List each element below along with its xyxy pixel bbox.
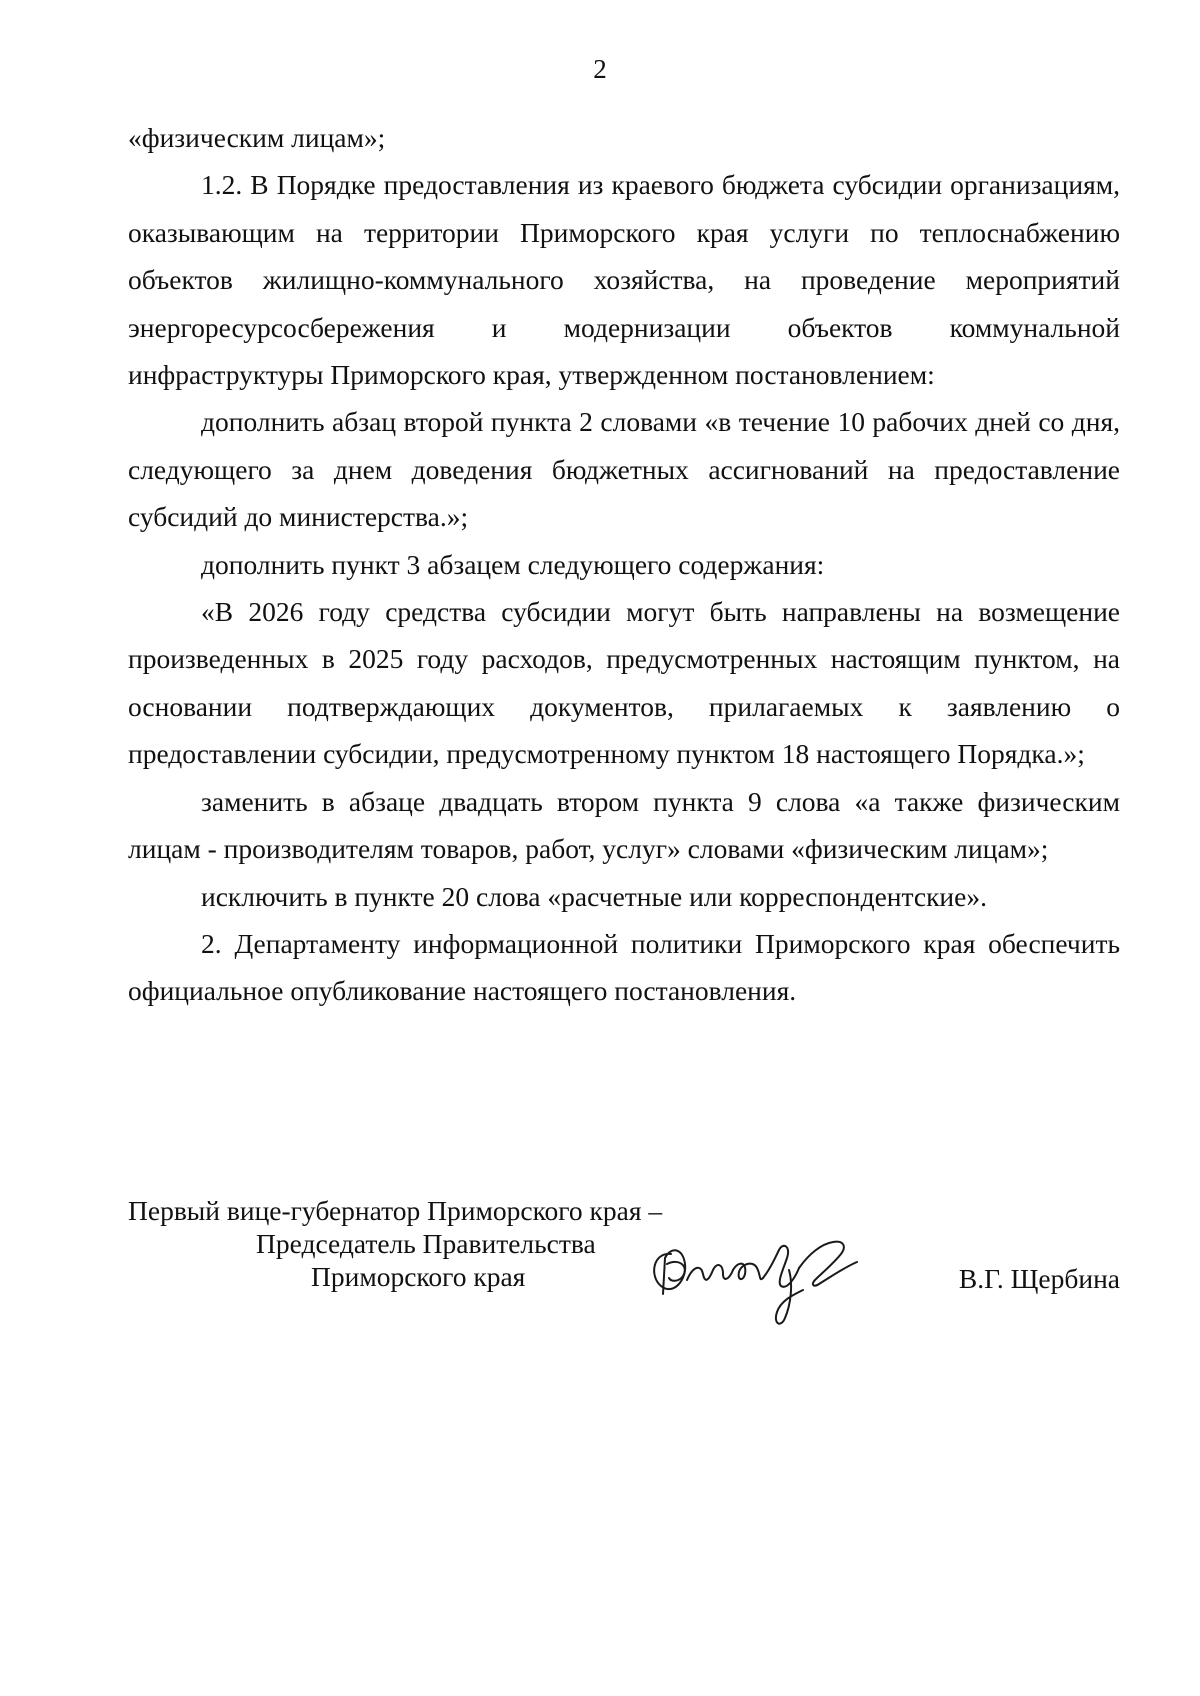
page-number: 2 xyxy=(593,54,607,84)
paragraph-amend-point-2: дополнить абзац второй пункта 2 словами «в течение 10 рабочих дней со дня, следующего за днем доведения бюджетных ассигнований на предоставление субсидий до министерства.»; xyxy=(128,406,1120,533)
paragraph-quoted-addition: «В 2026 году средства субсидии могут быть направлены на возмещение произведенных в 2025 году расходов, предусмотренных настоящим пунктом, на основании подтверждающих документов, прилагаемых к заявлению о предоставлении субсидии, предусмотренному пунктом 18 настоящего Порядка.»; xyxy=(128,596,1120,770)
paragraph-amend-point-9: заменить в абзаце двадцать втором пункта 9 слова «а также физическим лицам - производителям товаров, работ, услуг» словами «физическим лицам»; xyxy=(128,785,1120,865)
paragraph-item-1-2: 1.2. В Порядке предоставления из краевого бюджета субсидии организациям, оказывающим на территории Приморского края услуги по теплоснабжению объектов жилищно-коммунального хозяйства, на проведение мероприятий энергоресурсосбережения и модернизации объектов коммунальной инфраструктуры Приморского края, утвержденном постановлением: xyxy=(128,169,1120,391)
signer-name: В.Г. Щербина xyxy=(958,1263,1120,1294)
document-body xyxy=(128,114,1120,1015)
handwritten-signature xyxy=(643,1224,873,1334)
signatory-title-line-2: Председатель Правительства xyxy=(256,1228,596,1259)
signatory-title-line-3: Приморского края xyxy=(311,1261,526,1292)
signature-block xyxy=(128,1194,1120,1334)
paragraph-continuation: «физическим лицам»; xyxy=(128,122,386,153)
paragraph-amend-point-3: дополнить пункт 3 абзацем следующего содержания: xyxy=(201,548,825,580)
paragraph-item-2: 2. Департаменту информационной политики Приморского края обеспечить официальное опубликование настоящего постановления. xyxy=(128,927,1120,1007)
signatory-title-line-1: Первый вице-губернатор Приморского края – xyxy=(128,1195,663,1226)
paragraph-amend-point-20: исключить в пункте 20 слова «расчетные или корреспондентские». xyxy=(201,880,987,912)
